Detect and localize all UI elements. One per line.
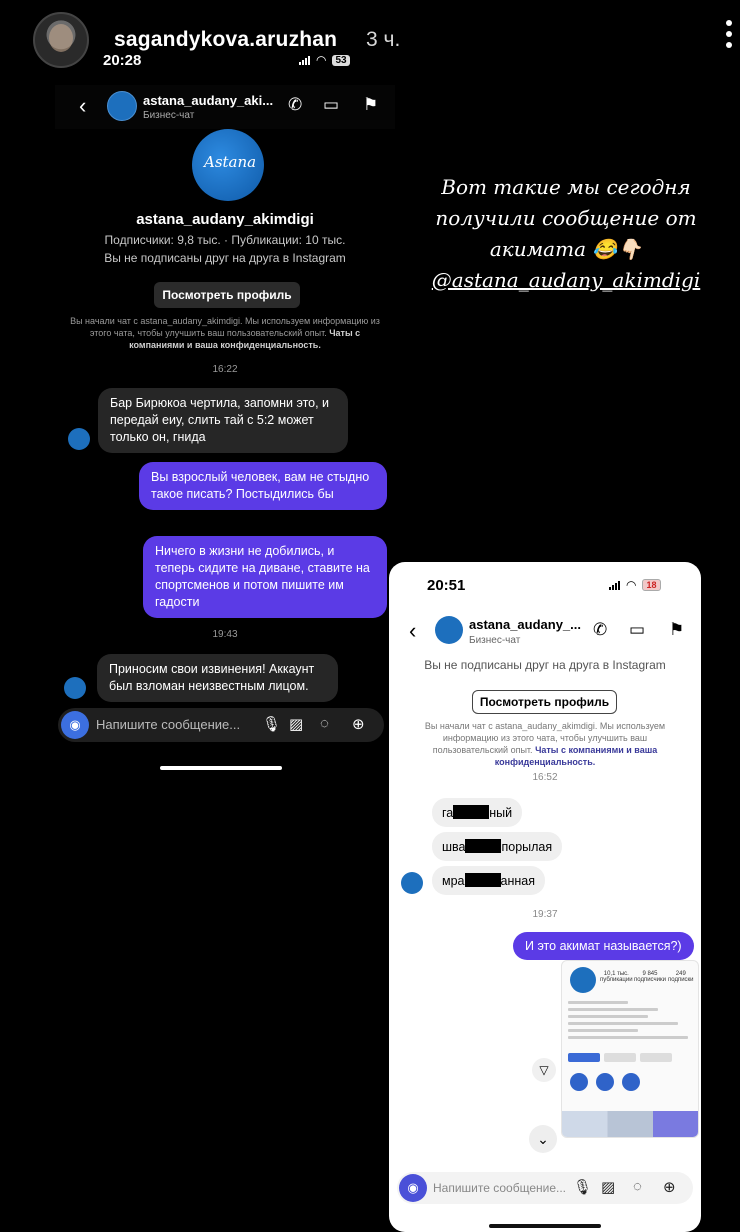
wifi-icon: ◠ — [626, 578, 637, 592]
chat-avatar[interactable] — [107, 91, 137, 121]
battery-level: 53 — [332, 55, 349, 66]
timestamp: 19:37 — [532, 909, 558, 920]
profile-follow-status: Вы не подписаны друг на друга в Instagram — [104, 251, 346, 265]
wifi-icon: ◠ — [316, 53, 327, 67]
highlight-icon — [622, 1073, 640, 1091]
stat-block — [668, 971, 694, 983]
home-indicator — [160, 766, 282, 770]
message-input[interactable]: Напишите сообщение... — [96, 717, 241, 732]
message-text: ный — [489, 806, 513, 820]
phone-icon[interactable]: ✆ — [288, 95, 303, 114]
sender-avatar — [64, 677, 86, 699]
message-text: порылая — [501, 840, 553, 854]
add-icon[interactable]: ⊕ — [663, 1179, 676, 1196]
chat-notice — [63, 315, 387, 351]
shared-avatar — [570, 967, 596, 993]
story-caption — [416, 172, 716, 296]
message-incoming: Приносим свои извинения! Аккаунт был взломан неизвестным лицом. — [97, 654, 338, 702]
profile-avatar — [192, 129, 264, 201]
privacy-link[interactable]: Чаты с компаниями и ваша конфиденциальность. — [494, 745, 658, 767]
scroll-down-icon[interactable]: ⌄ — [529, 1125, 557, 1153]
message-outgoing: Ничего в жизни не добились, и теперь сидите на диване, ставите на спортсменов и потом пишите им гадости — [143, 536, 387, 618]
redaction-block — [453, 805, 489, 819]
sender-avatar — [68, 428, 90, 450]
video-icon[interactable]: ▭ — [323, 95, 340, 114]
caption-mention[interactable]: @astana_audany_akimdigi — [431, 268, 701, 292]
message-composer — [397, 1172, 693, 1204]
caption-line: Вот такие мы сегодня — [441, 175, 691, 199]
profile-button — [640, 1053, 672, 1062]
story-username[interactable]: sagandykova.aruzhan — [114, 28, 338, 51]
message-incoming — [432, 832, 562, 861]
caption-line: получили сообщение от — [435, 206, 697, 230]
chat-name[interactable]: astana_audany_aki... — [143, 93, 274, 108]
status-clock: 20:28 — [103, 52, 142, 69]
phone-icon[interactable]: ✆ — [593, 620, 608, 639]
posts-grid — [562, 1111, 699, 1138]
profile-name: astana_audany_akimdigi — [136, 211, 314, 228]
redaction-block — [465, 839, 501, 853]
stat-label: подписки — [668, 977, 694, 983]
bio-line — [568, 1029, 638, 1032]
message-text: га — [442, 806, 454, 820]
chat-type: Бизнес-чат — [143, 110, 195, 121]
chat-avatar[interactable] — [435, 616, 463, 644]
highlight-icon — [596, 1073, 614, 1091]
dark-chat-screenshot — [55, 45, 395, 775]
story-age: 3 ч. — [366, 28, 401, 51]
signal-icon — [609, 580, 620, 590]
camera-icon[interactable]: ◉ — [399, 1174, 427, 1202]
back-icon[interactable]: ‹ — [79, 93, 87, 118]
message-incoming: Бар Бирюкоа чертила, запомни это, и передай еиу, слить тай с 5:2 может только он, гнида — [98, 388, 348, 453]
profile-stats: Подписчики: 9,8 тыс. · Публикации: 10 тыс. — [104, 233, 346, 247]
gallery-icon[interactable]: ▨ — [289, 716, 304, 733]
view-profile-button[interactable]: Посмотреть профиль — [154, 282, 300, 308]
privacy-link[interactable]: Чаты с компаниями и ваша конфиденциальность. — [129, 328, 361, 350]
sticker-icon[interactable]: ◌ — [633, 1178, 642, 1195]
message-incoming — [432, 866, 545, 895]
timestamp: 19:43 — [212, 629, 238, 640]
profile-button — [604, 1053, 636, 1062]
status-clock: 20:51 — [427, 577, 466, 594]
add-icon[interactable]: ⊕ — [352, 716, 365, 733]
message-text: шва — [442, 840, 466, 854]
stat-block — [634, 971, 666, 983]
home-indicator — [489, 1224, 601, 1228]
avatar-logo-text: Astana — [204, 153, 257, 171]
microphone-icon[interactable]: 🎙 — [262, 716, 282, 733]
stat-value: 9 845 — [642, 971, 658, 977]
bio-line — [568, 1008, 658, 1011]
timestamp: 16:52 — [532, 772, 558, 783]
flag-icon[interactable]: ⚑ — [363, 95, 379, 114]
chat-name[interactable]: astana_audany_... — [469, 617, 581, 632]
caption-line: акимата 😂👇🏻 — [489, 237, 643, 261]
chat-navbar — [55, 85, 395, 129]
stat-block — [600, 971, 633, 983]
camera-icon[interactable]: ◉ — [61, 711, 89, 739]
bio-line — [568, 1015, 648, 1018]
message-text: анная — [500, 874, 535, 888]
stat-value: 249 — [675, 971, 686, 977]
stat-value: 10,1 тыс. — [603, 971, 629, 977]
flag-icon[interactable]: ⚑ — [669, 620, 685, 639]
message-outgoing: Вы взрослый человек, вам не стыдно такое писать? Постыдились бы — [139, 462, 387, 510]
shared-profile-screenshot[interactable] — [561, 960, 699, 1138]
microphone-icon[interactable]: 🎙 — [573, 1179, 593, 1196]
message-text: мра — [442, 874, 465, 888]
bio-line — [568, 1022, 678, 1025]
redaction-block — [465, 873, 501, 887]
chat-notice — [407, 720, 683, 768]
light-chat-screenshot — [389, 562, 701, 1232]
bio-line — [568, 1036, 688, 1039]
more-options-icon[interactable] — [724, 20, 734, 54]
signal-icon — [299, 55, 310, 65]
chat-type: Бизнес-чат — [469, 635, 521, 646]
timestamp: 16:22 — [212, 364, 238, 375]
gallery-icon[interactable]: ▨ — [601, 1179, 616, 1196]
profile-button — [568, 1053, 600, 1062]
share-icon[interactable]: ▽ — [532, 1058, 556, 1082]
sticker-icon[interactable]: ◌ — [320, 715, 329, 732]
message-outgoing: И это акимат называется?) — [513, 932, 694, 960]
bio-line — [568, 1001, 628, 1004]
stat-label: подписчики — [634, 977, 666, 983]
status-bar-icons — [609, 578, 661, 592]
message-composer — [58, 708, 384, 742]
view-profile-button[interactable]: Посмотреть профиль — [472, 690, 617, 714]
stat-label: публикации — [600, 977, 633, 983]
status-bar-icons — [299, 53, 350, 67]
sender-avatar — [401, 872, 423, 894]
back-icon[interactable]: ‹ — [409, 618, 417, 643]
highlight-icon — [570, 1073, 588, 1091]
notice-text: Вы начали чат с astana_audany_akimdigi. Мы используем информацию из этого чата, чтобы улучшить ваш пользовательский опыт. — [424, 721, 666, 755]
message-incoming — [432, 798, 522, 827]
video-icon[interactable]: ▭ — [629, 620, 646, 639]
message-input[interactable]: Напишите сообщение... — [433, 1181, 567, 1195]
battery-level: 18 — [642, 579, 660, 591]
profile-follow-status: Вы не подписаны друг на друга в Instagram — [424, 658, 666, 672]
notice-text: Вы начали чат с astana_audany_akimdigi. Мы используем информацию из этого чата, чтобы улучшить ваш пользовательский опыт. — [70, 316, 380, 338]
